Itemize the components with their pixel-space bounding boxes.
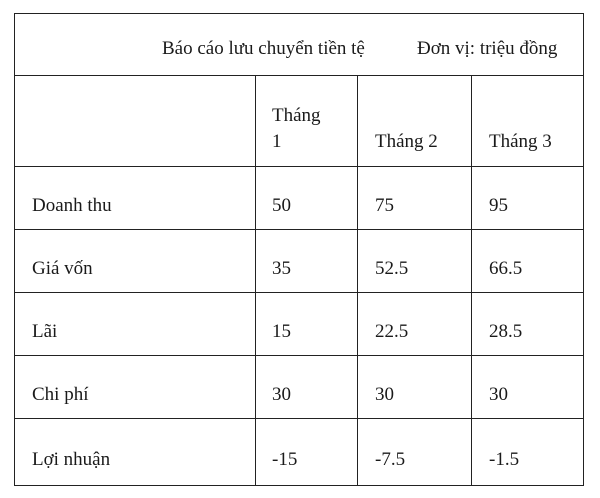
table-row bbox=[15, 419, 583, 485]
value-cell bbox=[357, 230, 471, 292]
report-unit: Đơn vị: triệu đồng bbox=[417, 38, 558, 59]
row-label: Doanh thu bbox=[32, 195, 112, 216]
row-label-cell bbox=[15, 419, 255, 485]
value-cell bbox=[357, 419, 471, 485]
table-row bbox=[15, 230, 583, 293]
header-cell-empty bbox=[15, 76, 255, 166]
value-cell bbox=[471, 293, 583, 355]
value-cell bbox=[471, 356, 583, 418]
report-title: Báo cáo lưu chuyển tiền tệ bbox=[162, 38, 365, 59]
value-cell bbox=[357, 293, 471, 355]
cell-value: 28.5 bbox=[489, 321, 523, 342]
value-cell bbox=[255, 293, 357, 355]
cell-value: -7.5 bbox=[375, 449, 406, 470]
header-month-1: Tháng 1 bbox=[272, 105, 321, 152]
value-cell bbox=[357, 167, 471, 229]
row-label: Giá vốn bbox=[32, 258, 93, 279]
value-cell bbox=[255, 356, 357, 418]
row-label: Lợi nhuận bbox=[32, 449, 111, 470]
cell-value: 95 bbox=[489, 195, 508, 216]
cell-value: -15 bbox=[272, 449, 298, 470]
value-cell bbox=[471, 167, 583, 229]
header-cell-month-2 bbox=[357, 76, 471, 166]
cell-value: 15 bbox=[272, 321, 291, 342]
cell-value: 66.5 bbox=[489, 258, 523, 279]
row-label-cell bbox=[15, 167, 255, 229]
header-month-3: Tháng 3 bbox=[489, 131, 552, 152]
value-cell bbox=[471, 230, 583, 292]
cash-flow-report-table bbox=[14, 13, 584, 486]
cell-value: 30 bbox=[272, 384, 291, 405]
cell-value: 30 bbox=[375, 384, 394, 405]
table-row bbox=[15, 167, 583, 230]
value-cell bbox=[255, 167, 357, 229]
value-cell bbox=[357, 356, 471, 418]
table-row bbox=[15, 356, 583, 419]
cell-value: 52.5 bbox=[375, 258, 409, 279]
row-label-cell bbox=[15, 230, 255, 292]
cell-value: 30 bbox=[489, 384, 508, 405]
header-cell-month-1 bbox=[255, 76, 357, 166]
cell-value: -1.5 bbox=[489, 449, 520, 470]
row-label-cell bbox=[15, 356, 255, 418]
row-label: Chi phí bbox=[32, 384, 89, 405]
header-cell-month-3 bbox=[471, 76, 583, 166]
cell-value: 35 bbox=[272, 258, 291, 279]
table-row bbox=[15, 293, 583, 356]
cell-value: 75 bbox=[375, 195, 394, 216]
cell-value: 50 bbox=[272, 195, 291, 216]
row-label-cell bbox=[15, 293, 255, 355]
header-month-2: Tháng 2 bbox=[375, 131, 438, 152]
row-label: Lãi bbox=[32, 321, 58, 342]
value-cell bbox=[471, 419, 583, 485]
table-header-row bbox=[15, 76, 583, 167]
cell-value: 22.5 bbox=[375, 321, 409, 342]
value-cell bbox=[255, 419, 357, 485]
value-cell bbox=[255, 230, 357, 292]
report-title-row bbox=[15, 14, 583, 76]
